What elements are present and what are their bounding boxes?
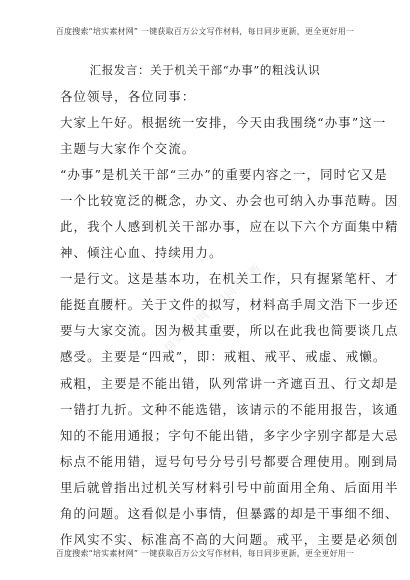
body-line: 作风实不实、标准高不高的大问题。戒平，主要是必须创 xyxy=(60,532,399,547)
body-line: 一是行文。这是基本功，在机关工作，只有握紧笔杆、才 xyxy=(60,271,399,286)
body-line: 主题与大家作个交流。 xyxy=(60,141,196,156)
body-line: 能挺直腰杆。关于文件的拟写，材料高手周文浩下一步还 xyxy=(60,297,399,312)
body-line: 一错打九折。文种不能选错，该请示的不能用报告，该通 xyxy=(60,402,399,417)
body-line: 此，我个人感到机关干部办事，应在以下六个方面集中精 xyxy=(60,219,399,234)
body-line: 知的不能用通报；字句不能出错，多字少字别字都是大忌 xyxy=(60,428,399,443)
document-title: 汇报发言：关于机关干部“办事”的粗浅认识 xyxy=(89,63,321,77)
body-line: 角的问题。这看似是小事情，但暴露的却是干事细不细、 xyxy=(60,506,399,521)
body-line: 里后就曾指出过机关写材料引号中前面用全角、后面用半 xyxy=(60,480,399,495)
page-header: 百度搜索“培实素材网” 一键获取百万公文写作材料，每日同步更新，更全更好用一 xyxy=(55,27,355,36)
body-line: 要与大家交流。因为极其重要，所以在此我也简要谈几点 xyxy=(60,323,399,338)
body-line: 戒粗，主要是不能出错，队列常讲一齐遮百丑、行文却是 xyxy=(60,376,399,391)
body-line: 一个比较宽泛的概念，办文、办会也可纳入办事范畴。因 xyxy=(60,193,399,208)
watermark: 培实素材网 每日同步更新 xyxy=(161,261,264,355)
body-line: 感受。主要是“四戒”，即：戒粗、戒平、戒虚、戒懒。 xyxy=(60,349,387,364)
body-line: 神、倾注心血、持续用力。 xyxy=(60,245,223,260)
body-line: 大家上午好。根据统一安排，今天由我围绕“办事”这一 xyxy=(60,115,387,130)
body-line: 各位领导，各位同事： xyxy=(60,89,196,104)
page-footer: 百度搜索“培实素材网” 一键获取百万公文写作材料，每日同步更新，更全更好用一 xyxy=(55,549,355,558)
body-line: “办事”是机关干部“三办”的重要内容之一，同时它又是 xyxy=(60,167,388,182)
body-line: 标点不能用错，逗号句号分号引号都要合理使用。刚到局 xyxy=(60,454,399,469)
